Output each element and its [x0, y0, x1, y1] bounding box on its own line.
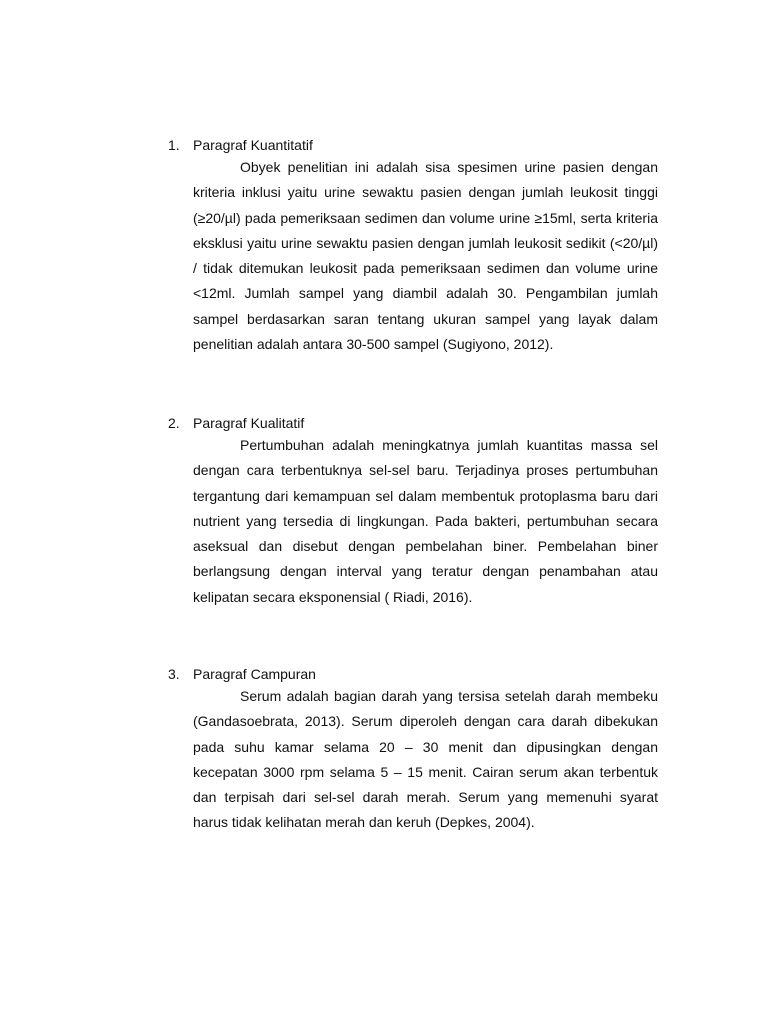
section-heading [168, 664, 658, 684]
section-title: Paragraf Kualitatif [193, 415, 305, 431]
section-number: 2. [168, 415, 180, 431]
section-heading [168, 413, 658, 433]
section-number: 1. [168, 137, 180, 153]
section-paragraf-campuran [168, 664, 658, 836]
section-number: 3. [168, 666, 180, 682]
section-title: Paragraf Campuran [193, 666, 316, 682]
section-paragraf-kuantitatif [168, 135, 658, 357]
section-title: Paragraf Kuantitatif [193, 137, 313, 153]
section-paragraph: Obyek penelitian ini adalah sisa spesimen urine pasien dengan kriteria inklusi yaitu urine sewaktu pasien dengan jumlah leukosit tinggi (≥20/µl) pada pemeriksaan sedimen dan volume urine ≥15ml, serta kriteria eksklusi yaitu urine sewaktu pasien dengan jumlah leukosit sedikit (<20/µl) / tidak ditemukan leukosit pada pemeriksaan sedimen dan volume urine <12ml. Jumlah sampel yang diambil adalah 30. Pengambilan jumlah sampel berdasarkan saran tentang ukuran sampel yang layak dalam penelitian adalah antara 30-500 sampel (Sugiyono, 2012). [193, 159, 658, 353]
section-paragraf-kualitatif [168, 413, 658, 610]
section-heading [168, 135, 658, 155]
section-paragraph: Serum adalah bagian darah yang tersisa setelah darah membeku (Gandasoebrata, 2013). Serum diperoleh dengan cara darah dibekukan pada suhu kamar selama 20 – 30 menit dan dipusingkan dengan kecepatan 3000 rpm selama 5 – 15 menit. Cairan serum akan terbentuk dan terpisah dari sel-sel darah merah. Serum yang memenuhi syarat harus tidak kelihatan merah dan keruh (Depkes, 2004). [193, 688, 658, 831]
section-paragraph: Pertumbuhan adalah meningkatnya jumlah kuantitas massa sel dengan cara terbentuknya sel-sel baru. Terjadinya proses pertumbuhan tergantung dari kemampuan sel dalam membentuk protoplasma baru dari nutrient yang tersedia di lingkungan. Pada bakteri, pertumbuhan secara aseksual dan disebut dengan pembelahan biner. Pembelahan biner berlangsung dengan interval yang teratur dengan penambahan atau kelipatan secara eksponensial ( Riadi, 2016). [193, 437, 658, 605]
